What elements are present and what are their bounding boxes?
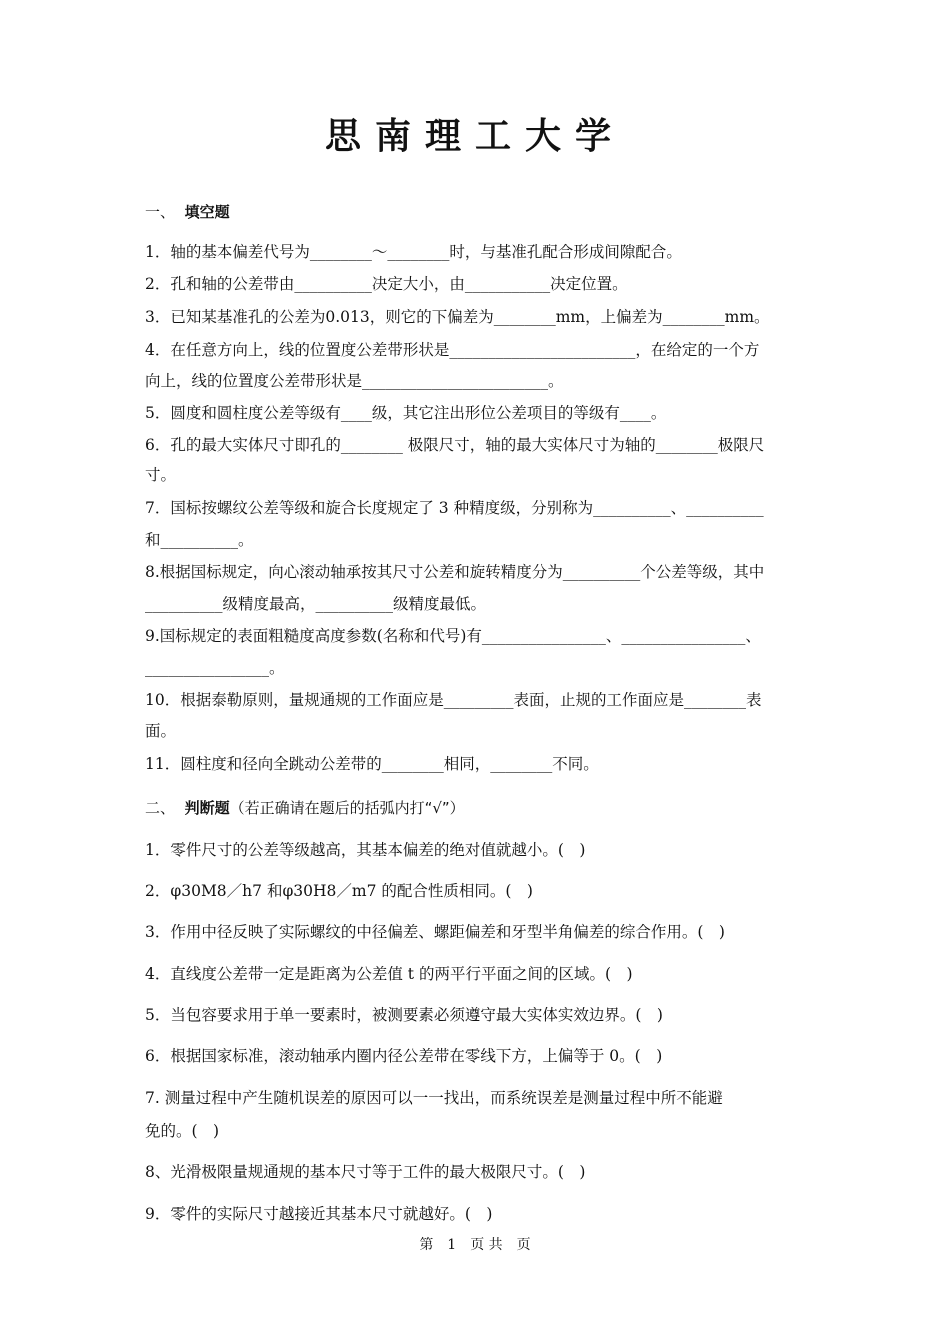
fill-line: 10．根据泰勒原则，量规通规的工作面应是_________表面，止规的工作面应是________表 [145,691,762,709]
section-heading-judge [145,798,810,818]
judge-line: 9．零件的实际尺寸越接近其基本尺寸就越好。( ) [145,1205,493,1223]
fill-line: 向上，线的位置度公差带形状是________________________。 [145,372,564,390]
page-title: 思南理工大学 [324,115,625,157]
judge-line: 1．零件尺寸的公差等级越高，其基本偏差的绝对值就越小。( ) [145,841,586,859]
fill-line: 7．国标按螺纹公差等级和旋合长度规定了 3 种精度级，分别称为__________、__________ [145,499,764,517]
judge-line: 7. 测量过程中产生随机误差的原因可以一一找出，而系统误差是测量过程中所不能避 [145,1089,723,1107]
fill-line: 1．轴的基本偏差代号为________～________时，与基准孔配合形成间隙配合。 [145,243,682,261]
judge-line: 2．φ30M8／h7 和φ30H8／m7 的配合性质相同。( ) [145,882,533,900]
fill-line: ________________。 [145,659,285,677]
section-note: （若正确请在题后的括弧内打“√”） [229,799,465,817]
fill-line: 5．圆度和圆柱度公差等级有____级，其它注出形位公差项目的等级有____。 [145,404,667,422]
judge-line: 5．当包容要求用于单一要素时，被测要素必须遵守最大实体实效边界。( ) [145,1006,663,1024]
fill-line: 4．在任意方向上，线的位置度公差带形状是________________________，在给定的一个方 [145,341,760,359]
judge-line: 4．直线度公差带一定是距离为公差值 t 的两平行平面之间的区域。( ) [145,965,633,983]
judge-line: 3．作用中径反映了实际螺纹的中径偏差、螺距偏差和牙型半角偏差的综合作用。( ) [145,923,725,941]
section-number: 二、 [145,799,176,817]
page-footer: 第 1 页 共 页 [419,1237,531,1253]
fill-line: 3．已知某基准孔的公差为0.013，则它的下偏差为________mm，上偏差为________mm。 [145,308,770,326]
judge-line: 6．根据国家标准，滚动轴承内圈内径公差带在零线下方，上偏等于 0。( ) [145,1047,663,1065]
section-heading-fill [145,202,810,222]
fill-line: 8.根据国标规定，向心滚动轴承按其尺寸公差和旋转精度分为__________个公差等级，其中 [145,563,765,581]
fill-line: __________级精度最高，__________级精度最低。 [145,595,487,613]
fill-line: 11．圆柱度和径向全跳动公差带的________相同，________不同。 [145,755,599,773]
judge-line: 免的。( ) [145,1122,220,1140]
judge-line: 8、光滑极限量规通规的基本尺寸等于工件的最大极限尺寸。( ) [145,1163,586,1181]
fill-line: 6．孔的最大实体尺寸即孔的________ 极限尺寸，轴的最大实体尺寸为轴的________极限尺 [145,436,765,454]
section-number: 一、 [145,203,176,221]
section-name: 判断题 [184,799,230,817]
fill-line: 面。 [145,722,177,740]
fill-line: 寸。 [145,466,177,484]
section-name: 填空题 [184,203,230,221]
fill-line: 和__________。 [145,531,254,549]
fill-line: 9.国标规定的表面粗糙度高度参数(名称和代号)有________________、________________、 [145,627,761,645]
fill-line: 2．孔和轴的公差带由__________决定大小，由___________决定位置。 [145,275,628,293]
